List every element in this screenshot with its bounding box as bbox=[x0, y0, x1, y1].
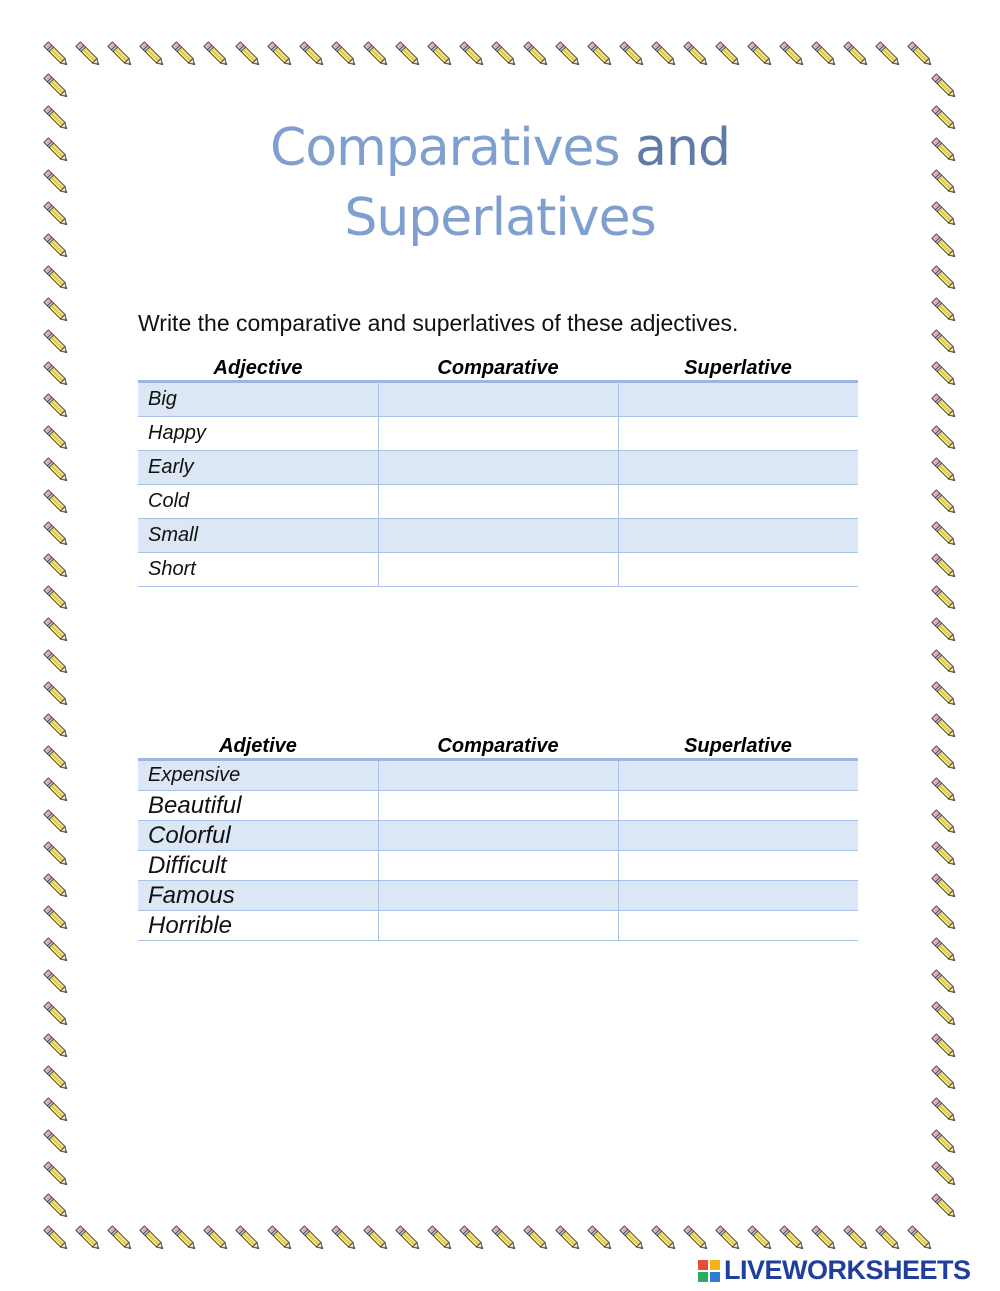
comparative-answer-cell[interactable] bbox=[378, 382, 618, 417]
pencil-icon bbox=[932, 970, 957, 995]
pencil-icon bbox=[44, 938, 69, 963]
pencil-icon bbox=[588, 42, 613, 67]
superlative-answer-cell[interactable] bbox=[618, 417, 858, 451]
pencil-icon bbox=[780, 42, 805, 67]
pencil-icon bbox=[932, 522, 957, 547]
pencil-icon bbox=[932, 362, 957, 387]
pencil-icon bbox=[748, 42, 773, 67]
header-comparative: Comparative bbox=[378, 730, 618, 760]
adjective-cell: Horrible bbox=[138, 911, 378, 941]
pencil-icon bbox=[204, 1226, 229, 1251]
pencil-icon bbox=[44, 1034, 69, 1059]
pencil-icon bbox=[524, 1226, 549, 1251]
pencil-icon bbox=[620, 42, 645, 67]
adjective-cell: Difficult bbox=[138, 851, 378, 881]
pencil-icon bbox=[44, 970, 69, 995]
pencil-icon bbox=[44, 1066, 69, 1091]
pencil-icon bbox=[716, 42, 741, 67]
pencil-icon bbox=[364, 1226, 389, 1251]
pencil-icon bbox=[812, 42, 837, 67]
pencil-icon bbox=[556, 42, 581, 67]
pencil-icon bbox=[932, 714, 957, 739]
pencil-icon bbox=[932, 1002, 957, 1027]
table-row bbox=[138, 821, 858, 851]
comparative-answer-cell[interactable] bbox=[378, 451, 618, 485]
pencil-icon bbox=[108, 1226, 133, 1251]
pencil-icon bbox=[44, 298, 69, 323]
header-superlative: Superlative bbox=[618, 352, 858, 382]
pencil-icon bbox=[932, 938, 957, 963]
pencil-icon bbox=[44, 810, 69, 835]
pencil-icon bbox=[44, 426, 69, 451]
pencil-icon bbox=[172, 1226, 197, 1251]
pencil-icon bbox=[932, 554, 957, 579]
adjective-cell: Early bbox=[138, 451, 378, 485]
pencil-icon bbox=[44, 1226, 69, 1251]
comparative-answer-cell[interactable] bbox=[378, 911, 618, 941]
pencil-icon bbox=[652, 1226, 677, 1251]
adjective-cell: Happy bbox=[138, 417, 378, 451]
superlative-answer-cell[interactable] bbox=[618, 821, 858, 851]
table-row bbox=[138, 851, 858, 881]
pencil-icon bbox=[332, 42, 357, 67]
header-comparative: Comparative bbox=[378, 352, 618, 382]
pencil-icon bbox=[44, 1002, 69, 1027]
pencil-icon bbox=[396, 1226, 421, 1251]
pencil-icon bbox=[268, 42, 293, 67]
header-adjective: Adjetive bbox=[138, 730, 378, 760]
pencil-icon bbox=[932, 426, 957, 451]
pencil-icon bbox=[684, 42, 709, 67]
pencil-icon bbox=[44, 682, 69, 707]
pencil-icon bbox=[44, 522, 69, 547]
adjective-cell: Cold bbox=[138, 485, 378, 519]
page-title-line2: Superlatives bbox=[344, 188, 656, 248]
pencil-icon bbox=[932, 1066, 957, 1091]
comparative-answer-cell[interactable] bbox=[378, 791, 618, 821]
pencil-icon bbox=[932, 810, 957, 835]
liveworksheets-logo-icon bbox=[698, 1260, 720, 1282]
table-row bbox=[138, 519, 858, 553]
superlative-answer-cell[interactable] bbox=[618, 519, 858, 553]
superlative-answer-cell[interactable] bbox=[618, 851, 858, 881]
adjective-cell: Short bbox=[138, 553, 378, 587]
header-superlative: Superlative bbox=[618, 730, 858, 760]
pencil-icon bbox=[932, 586, 957, 611]
pencil-icon bbox=[932, 618, 957, 643]
pencil-icon bbox=[684, 1226, 709, 1251]
pencil-icon bbox=[44, 618, 69, 643]
pencil-icon bbox=[140, 42, 165, 67]
pencil-icon bbox=[876, 1226, 901, 1251]
pencil-icon bbox=[460, 42, 485, 67]
instructions-text: Write the comparative and superlatives of these adjectives. bbox=[138, 310, 739, 336]
pencil-icon bbox=[932, 1162, 957, 1187]
pencil-icon bbox=[932, 746, 957, 771]
pencil-icon bbox=[932, 650, 957, 675]
adjective-cell: Beautiful bbox=[138, 791, 378, 821]
pencil-icon bbox=[44, 458, 69, 483]
pencil-icon bbox=[932, 778, 957, 803]
pencil-icon bbox=[932, 906, 957, 931]
pencil-icon bbox=[460, 1226, 485, 1251]
adjectives-table-1 bbox=[138, 352, 858, 587]
pencil-icon bbox=[876, 42, 901, 67]
pencil-icon bbox=[932, 842, 957, 867]
pencil-icon bbox=[396, 42, 421, 67]
pencil-icon bbox=[908, 1226, 933, 1251]
pencil-icon bbox=[44, 266, 69, 291]
title-word-comparatives: Comparatives bbox=[270, 118, 620, 178]
pencil-icon bbox=[76, 1226, 101, 1251]
superlative-answer-cell[interactable] bbox=[618, 382, 858, 417]
title-word-and: and bbox=[635, 118, 730, 178]
table-row bbox=[138, 881, 858, 911]
pencil-icon bbox=[932, 1098, 957, 1123]
pencil-icon bbox=[364, 42, 389, 67]
pencil-icon bbox=[908, 42, 933, 67]
pencil-icon bbox=[44, 874, 69, 899]
comparative-answer-cell[interactable] bbox=[378, 417, 618, 451]
pencil-icon bbox=[932, 1034, 957, 1059]
pencil-icon bbox=[44, 330, 69, 355]
comparative-answer-cell[interactable] bbox=[378, 553, 618, 587]
pencil-icon bbox=[44, 906, 69, 931]
pencil-icon bbox=[620, 1226, 645, 1251]
table-row bbox=[138, 791, 858, 821]
pencil-icon bbox=[44, 746, 69, 771]
pencil-icon bbox=[44, 842, 69, 867]
pencil-icon bbox=[932, 74, 957, 99]
superlative-answer-cell[interactable] bbox=[618, 791, 858, 821]
liveworksheets-logo-text: LIVEWORKSHEETS bbox=[724, 1255, 971, 1285]
comparative-answer-cell[interactable] bbox=[378, 519, 618, 553]
superlative-answer-cell[interactable] bbox=[618, 553, 858, 587]
table-row bbox=[138, 382, 858, 417]
superlative-answer-cell[interactable] bbox=[618, 760, 858, 791]
pencil-icon bbox=[652, 42, 677, 67]
pencil-icon bbox=[716, 1226, 741, 1251]
page-title-line1 bbox=[0, 118, 1000, 178]
comparative-answer-cell[interactable] bbox=[378, 821, 618, 851]
pencil-icon bbox=[932, 490, 957, 515]
pencil-icon bbox=[204, 42, 229, 67]
table-header-row bbox=[138, 730, 858, 760]
pencil-icon bbox=[268, 1226, 293, 1251]
pencil-icon bbox=[588, 1226, 613, 1251]
pencil-icon bbox=[44, 42, 69, 67]
pencil-icon bbox=[492, 42, 517, 67]
adjectives-table-2 bbox=[138, 730, 858, 941]
pencil-icon bbox=[492, 1226, 517, 1251]
pencil-icon bbox=[932, 298, 957, 323]
pencil-icon bbox=[140, 1226, 165, 1251]
pencil-icon bbox=[76, 42, 101, 67]
comparative-answer-cell[interactable] bbox=[378, 760, 618, 791]
pencil-icon bbox=[44, 650, 69, 675]
comparative-answer-cell[interactable] bbox=[378, 485, 618, 519]
comparative-answer-cell[interactable] bbox=[378, 881, 618, 911]
pencil-icon bbox=[44, 778, 69, 803]
pencil-icon bbox=[44, 586, 69, 611]
pencil-icon bbox=[44, 362, 69, 387]
superlative-answer-cell[interactable] bbox=[618, 485, 858, 519]
table-row bbox=[138, 553, 858, 587]
pencil-icon bbox=[236, 42, 261, 67]
superlative-answer-cell[interactable] bbox=[618, 451, 858, 485]
table-row bbox=[138, 911, 858, 941]
pencil-icon bbox=[44, 554, 69, 579]
table-header-row bbox=[138, 352, 858, 382]
table-row bbox=[138, 485, 858, 519]
pencil-icon bbox=[44, 490, 69, 515]
pencil-icon bbox=[524, 42, 549, 67]
pencil-icon bbox=[172, 42, 197, 67]
pencil-icon bbox=[300, 1226, 325, 1251]
pencil-icon bbox=[428, 1226, 453, 1251]
pencil-icon bbox=[932, 458, 957, 483]
pencil-icon bbox=[932, 1130, 957, 1155]
pencil-icon bbox=[428, 42, 453, 67]
pencil-icon bbox=[844, 42, 869, 67]
comparative-answer-cell[interactable] bbox=[378, 851, 618, 881]
pencil-icon bbox=[812, 1226, 837, 1251]
adjective-cell: Small bbox=[138, 519, 378, 553]
pencil-icon bbox=[780, 1226, 805, 1251]
pencil-icon bbox=[932, 394, 957, 419]
pencil-icon bbox=[844, 1226, 869, 1251]
pencil-icon bbox=[332, 1226, 357, 1251]
pencil-icon bbox=[748, 1226, 773, 1251]
pencil-icon bbox=[932, 874, 957, 899]
pencil-icon bbox=[300, 42, 325, 67]
pencil-icon bbox=[44, 74, 69, 99]
table-row bbox=[138, 417, 858, 451]
superlative-answer-cell[interactable] bbox=[618, 881, 858, 911]
pencil-icon bbox=[44, 1162, 69, 1187]
pencil-icon bbox=[44, 1194, 69, 1219]
pencil-icon bbox=[236, 1226, 261, 1251]
adjective-cell: Famous bbox=[138, 881, 378, 911]
pencil-icon bbox=[44, 1098, 69, 1123]
pencil-icon bbox=[932, 266, 957, 291]
pencil-icon bbox=[44, 1130, 69, 1155]
pencil-icon bbox=[44, 714, 69, 739]
adjective-cell: Colorful bbox=[138, 821, 378, 851]
pencil-icon bbox=[932, 1194, 957, 1219]
liveworksheets-logo[interactable] bbox=[698, 1255, 971, 1286]
adjective-cell: Big bbox=[138, 382, 378, 417]
table-row bbox=[138, 451, 858, 485]
pencil-icon bbox=[108, 42, 133, 67]
pencil-icon bbox=[932, 330, 957, 355]
pencil-icon bbox=[556, 1226, 581, 1251]
superlative-answer-cell[interactable] bbox=[618, 911, 858, 941]
pencil-icon bbox=[932, 682, 957, 707]
adjective-cell: Expensive bbox=[138, 760, 378, 791]
pencil-icon bbox=[44, 394, 69, 419]
table-row bbox=[138, 760, 858, 791]
header-adjective: Adjective bbox=[138, 352, 378, 382]
